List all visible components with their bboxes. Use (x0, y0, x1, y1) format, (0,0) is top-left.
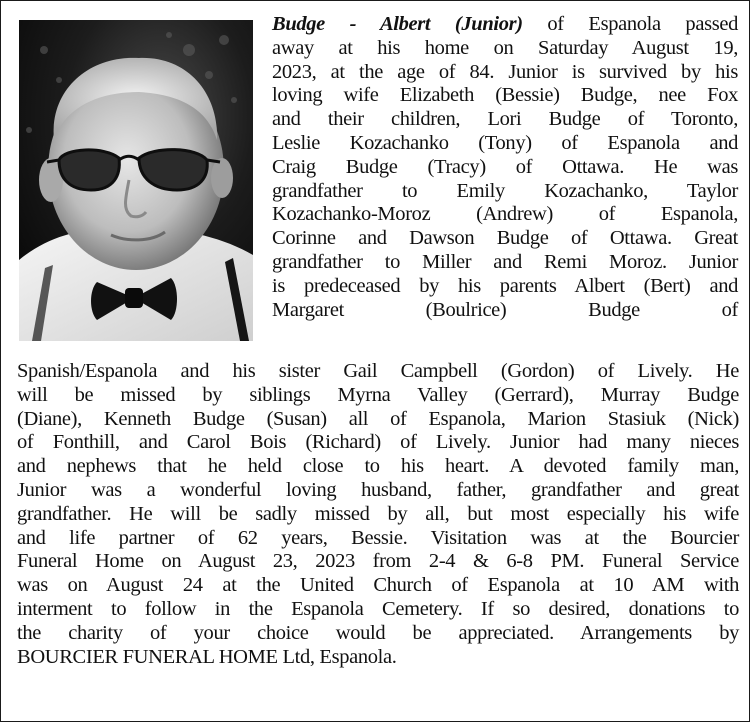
portrait-image (19, 20, 253, 341)
obituary-line: Margaret (Boulrice) Budge of (272, 298, 738, 321)
line-text: of Espanola passed (522, 13, 738, 35)
obituary-line: Junior was a wonderful loving husband, father, grandfather and great (17, 478, 739, 501)
obituary-text-top (272, 13, 738, 322)
obituary-line: Funeral Home on August 23, 2023 from 2-4 & 6-8 PM. Funeral Service (17, 550, 739, 573)
obituary-line: away at his home on Saturday August 19, (272, 36, 738, 59)
obituary-line: Corinne and Dawson Budge of Ottawa. Great (272, 227, 738, 250)
obituary-line: Spanish/Espanola and his sister Gail Campbell (Gordon) of Lively. He (17, 360, 739, 382)
obituary-line: and their children, Lori Budge of Toronto, (272, 108, 738, 131)
obituary-line: and nephews that he held close to his heart. A devoted family man, (17, 455, 739, 478)
obituary-line: of Fonthill, and Carol Bois (Richard) of Lively. Junior had many nieces (17, 431, 739, 454)
obituary-line: Leslie Kozachanko (Tony) of Espanola and (272, 131, 738, 154)
obituary-line: and life partner of 62 years, Bessie. Visitation was at the Bourcier (17, 526, 739, 549)
obituary-line: Craig Budge (Tracy) of Ottawa. He was (272, 155, 738, 178)
obituary-line: grandfather. He will be sadly missed by all, but most especially his wife (17, 502, 739, 525)
obituary-text-bottom (17, 360, 739, 669)
deceased-name: Budge - Albert (Junior) (272, 13, 523, 35)
obituary-line: 2023, at the age of 84. Junior is survived by his (272, 60, 738, 83)
obituary-line: grandfather to Miller and Remi Moroz. Junior (272, 250, 738, 273)
obituary-line: was on August 24 at the United Church of Espanola at 10 AM with (17, 574, 739, 597)
obituary-line: will be missed by siblings Myrna Valley (Gerrard), Murray Budge (17, 383, 739, 406)
obituary-line: interment to follow in the Espanola Cemetery. If so desired, donations to (17, 597, 739, 620)
obituary-line: BOURCIER FUNERAL HOME Ltd, Espanola. (17, 645, 397, 668)
obituary-line: loving wife Elizabeth (Bessie) Budge, nee Fox (272, 84, 738, 107)
obituary-line (272, 13, 738, 37)
obituary-line: grandfather to Emily Kozachanko, Taylor (272, 179, 738, 202)
obituary-line: (Diane), Kenneth Budge (Susan) all of Espanola, Marion Stasiuk (Nick) (17, 407, 739, 430)
obituary-line: is predeceased by his parents Albert (Bert) and (272, 274, 738, 297)
obituary-line: Kozachanko-Moroz (Andrew) of Espanola, (272, 203, 738, 226)
obituary-line: the charity of your choice would be appreciated. Arrangements by (17, 621, 739, 644)
portrait-photo (19, 20, 253, 341)
